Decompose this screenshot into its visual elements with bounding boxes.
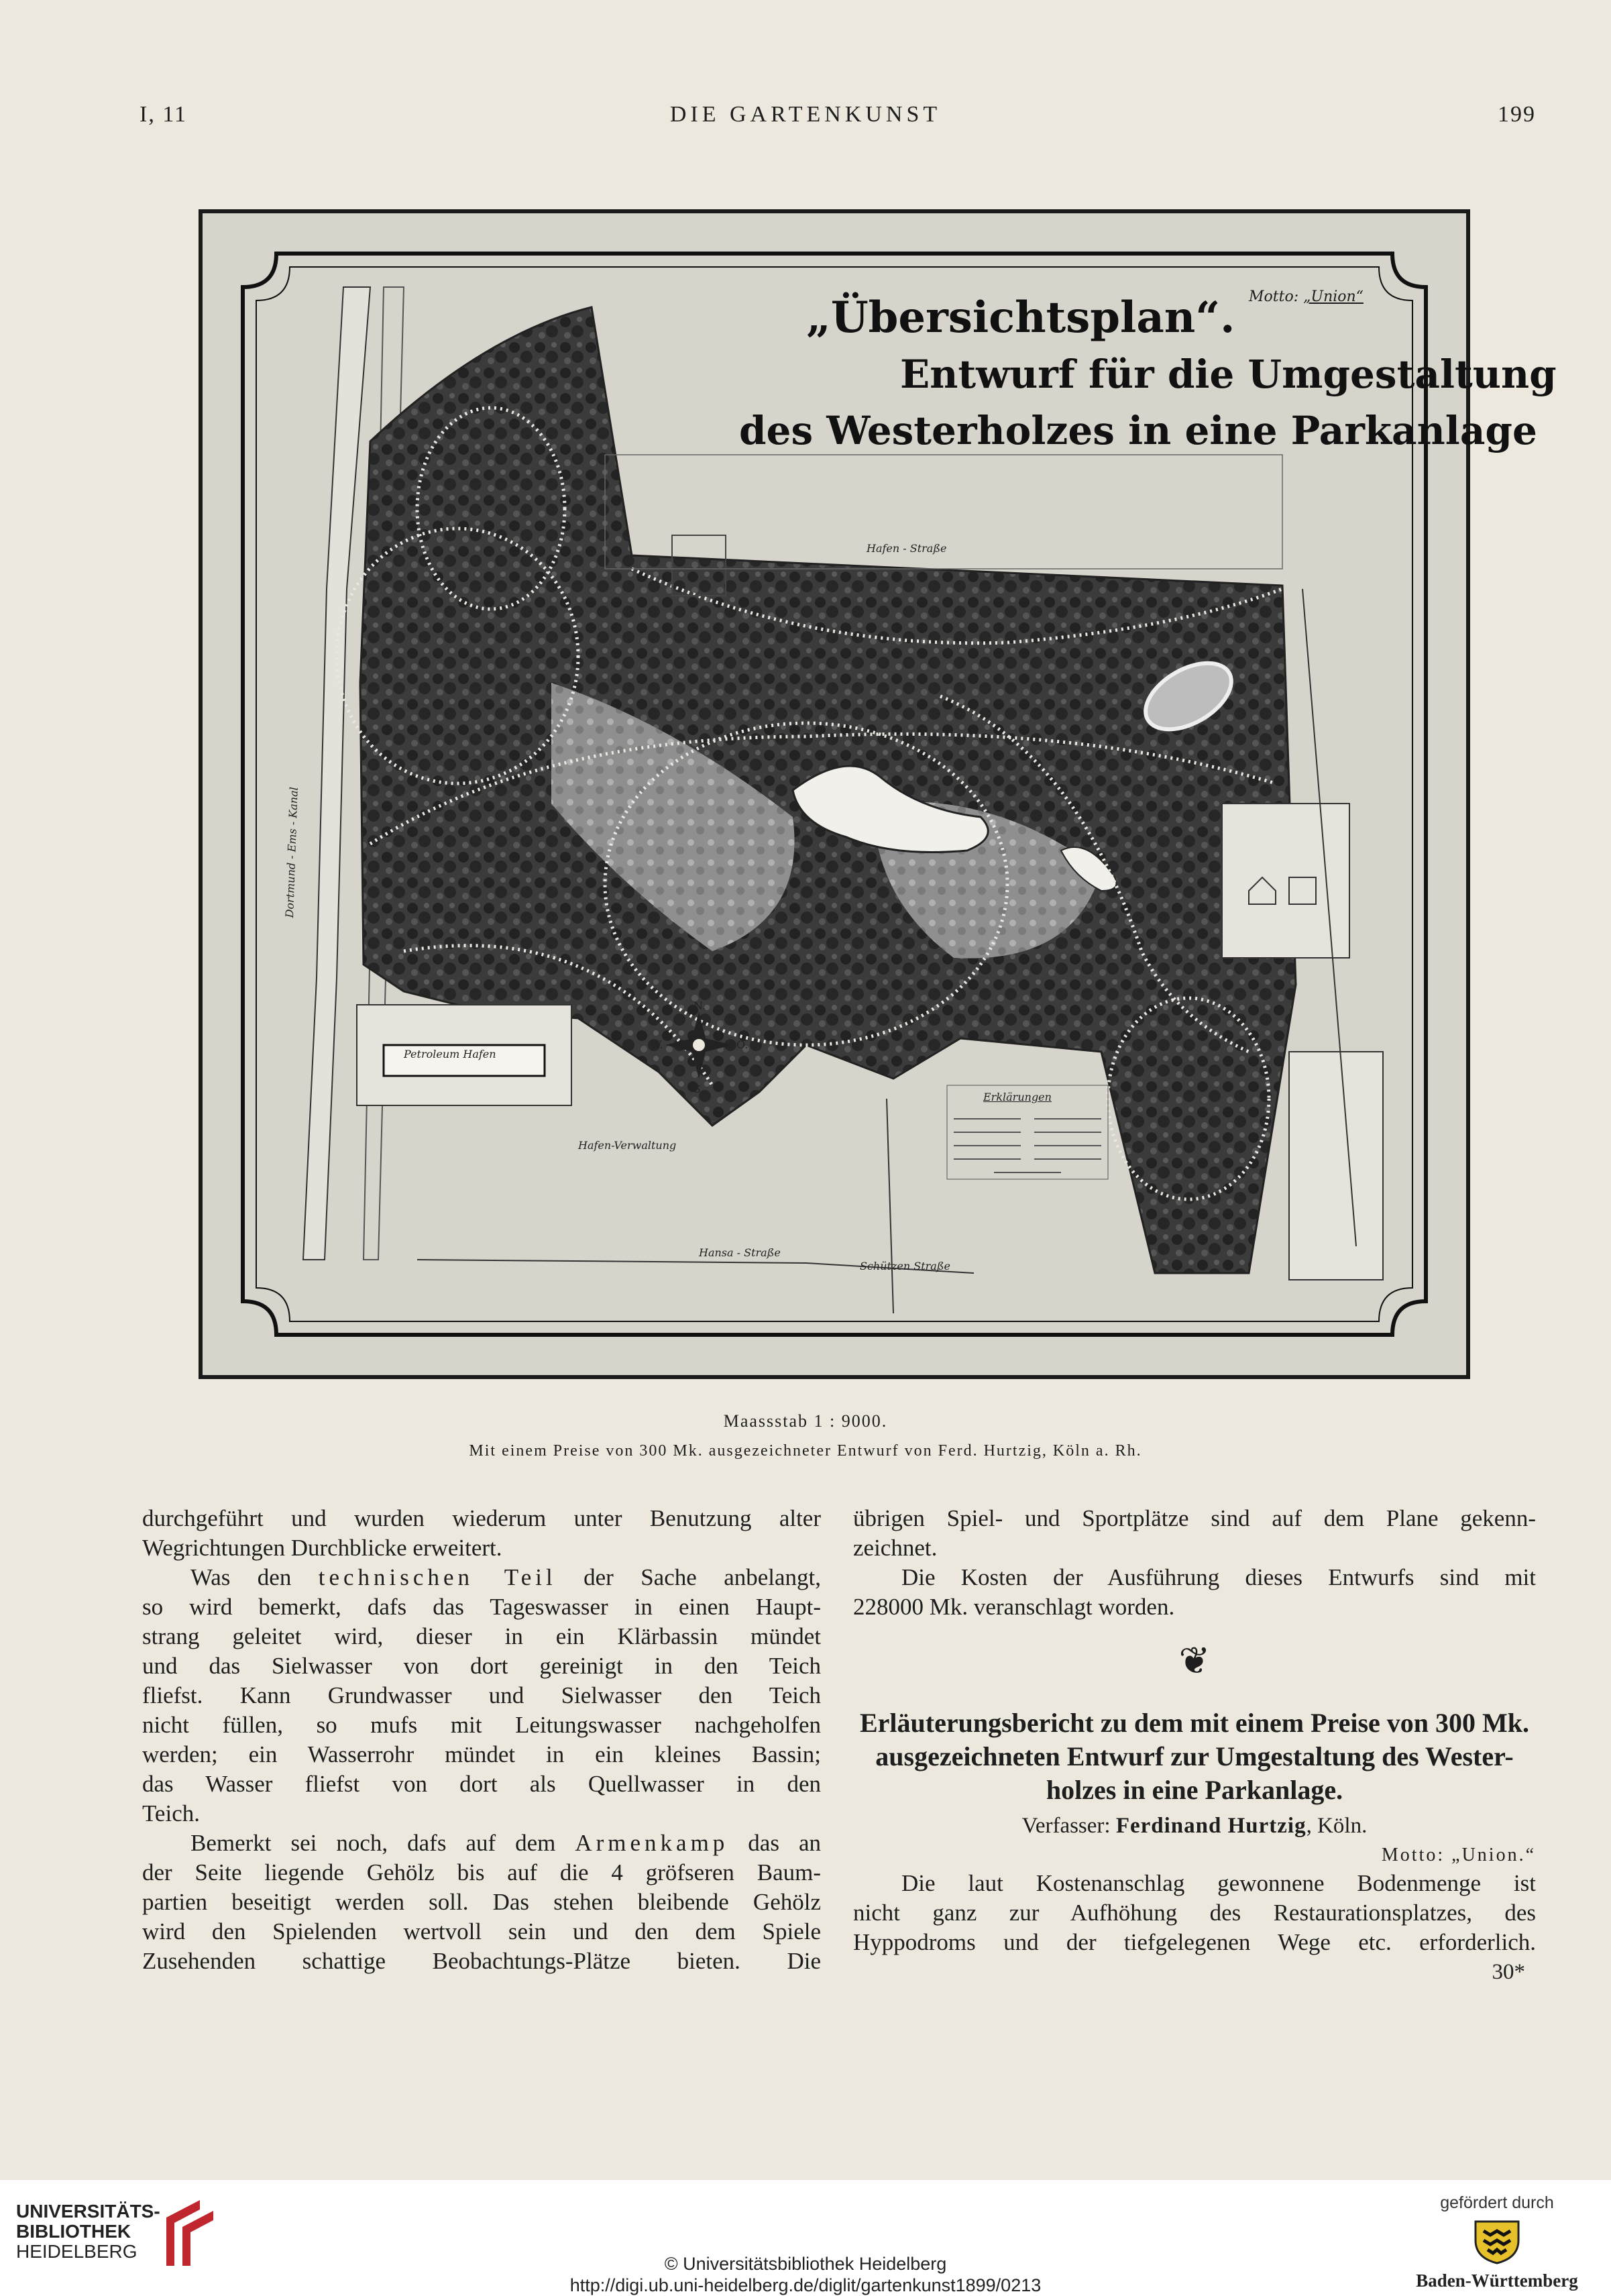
schuetzen-street-label: Schützen Straße (860, 1260, 950, 1272)
legend-lines (954, 1119, 1101, 1172)
text-fragment: das an (728, 1830, 821, 1856)
hansa-street-label: Hansa - Straße (699, 1246, 781, 1259)
copyright-notice: © Universitätsbibliothek Heidelberg (664, 2254, 947, 2274)
text-line: durchgeführt und wurden wiederum unter Benutzung alter (142, 1505, 821, 1531)
text-line: 228000 Mk. veranschlagt worden. (853, 1594, 1175, 1620)
text-fragment: Bemerkt sei noch, dafs auf dem (190, 1830, 575, 1856)
text-line: Wegrichtungen Durchblicke erweitert. (142, 1535, 502, 1561)
street (887, 1099, 893, 1313)
funding-note (1403, 2193, 1591, 2291)
left-text-column (142, 1504, 821, 1976)
canal-label: Dortmund - Ems - Kanal (283, 786, 300, 918)
plan-title-line2: Entwurf für die Umgestaltung (900, 351, 1557, 397)
plan-title-line3: des Westerholzes in eine Parkanlage (739, 408, 1537, 453)
heading-line: Erläuterungsbericht zu dem mit einem Preise von 300 Mk. (859, 1708, 1530, 1738)
spaced-term: technischen Teil (318, 1564, 557, 1590)
state-name: Baden-Württemberg (1416, 2271, 1578, 2291)
report-motto: Motto: „Union.“ (1381, 1845, 1536, 1865)
text-line: Hyppodroms und der tiefgelegenen Wege etc. erforderlich. (853, 1929, 1536, 1955)
text-line: Teich. (142, 1800, 200, 1826)
text-line: strang geleitet wird, dieser in ein Klärbassin mündet (142, 1623, 821, 1649)
building-plot (1289, 1052, 1383, 1280)
park-plan-illustration (199, 209, 1557, 1379)
report-heading (853, 1706, 1536, 1807)
logo-line: BIBLIOTHEK (16, 2221, 131, 2242)
flower-ornament-icon: ❦ (1178, 1641, 1211, 1682)
text-line: das Wasser fliefst von dort als Quellwasser in den (142, 1771, 821, 1797)
compass-north: N. (693, 999, 706, 1012)
report-author (853, 1810, 1536, 1842)
text-fragment: der Sache anbelangt, (556, 1564, 822, 1590)
plan-credit-caption: Mit einem Preise von 300 Mk. ausgezeichneter Entwurf von Ferd. Hurtzig, Köln a. Rh. (469, 1442, 1142, 1460)
text-line: Die Kosten der Ausführung dieses Entwurfs sind mit (901, 1564, 1536, 1590)
text-line: partien beseitigt werden soll. Das stehen bleibende Gehölz (142, 1889, 821, 1915)
logo-line: HEIDELBERG (16, 2241, 137, 2262)
compass-west: W. (651, 1038, 663, 1051)
plan-motto-label: Motto: (1249, 288, 1299, 305)
text-line: so wird bemerkt, dafs das Tageswasser in einen Haupt- (142, 1594, 821, 1620)
compass-east: O. (736, 1038, 748, 1051)
text-line: wird den Spielenden wertvoll sein und den dem Spiele (142, 1918, 821, 1945)
page-number: 199 (1498, 102, 1536, 127)
text-line: Die laut Kostenanschlag gewonnene Bodenmenge ist (901, 1870, 1536, 1896)
compass-south: S. (693, 1083, 704, 1095)
sheet-signature: 30* (1492, 1960, 1525, 1984)
heading-line: holzes in eine Parkanlage. (1046, 1775, 1343, 1805)
volume-number: I, 11 (140, 102, 188, 127)
text-line: fliefst. Kann Grundwasser und Sielwasser den Teich (142, 1682, 821, 1708)
street-label: Hafen - Straße (867, 542, 947, 555)
running-head (0, 102, 1611, 142)
text-line (142, 1828, 821, 1858)
harbour-admin-label: Hafen-Verwaltung (578, 1139, 677, 1152)
text-line: Zusehenden schattige Beobachtungs-Plätze bieten. Die (142, 1948, 821, 1974)
text-line: nicht füllen, so mufs mit Leitungswasser nachgeholfen (142, 1712, 821, 1738)
right-text-column (853, 1504, 1536, 1987)
canal (303, 287, 370, 1260)
text-line: werden; ein Wasserrohr mündet in ein kleines Bassin; (142, 1741, 821, 1767)
plan-title-line1: „Übersichtsplan“. (806, 292, 1235, 343)
legend-title: Erklärungen (983, 1091, 1052, 1103)
state-coat-of-arms-icon (1470, 2218, 1524, 2264)
author-name: Ferdinand Hurtzig (1115, 1814, 1307, 1838)
text-fragment: Was den (190, 1564, 319, 1590)
author-city: , Köln. (1306, 1814, 1368, 1838)
logo-line: UNIVERSITÄTS- (16, 2201, 160, 2222)
text-line (142, 1563, 821, 1592)
text-line: übrigen Spiel- und Sportplätze sind auf dem Plane gekenn- (853, 1505, 1536, 1531)
plan-scale-caption: Maassstab 1 : 9000. (723, 1411, 888, 1431)
text-line: der Seite liegende Gehölz bis auf die 4 gröfseren Baum- (142, 1859, 821, 1885)
plan-motto (1249, 288, 1364, 305)
funded-by-label: gefördert durch (1440, 2193, 1554, 2212)
digitization-footer (0, 2180, 1611, 2295)
author-label: Verfasser: (1021, 1814, 1116, 1838)
petroleum-harbour-label: Petroleum Hafen (404, 1048, 496, 1060)
spaced-term: Armenkamp (575, 1830, 729, 1856)
text-line: zeichnet. (853, 1535, 938, 1561)
heading-line: ausgezeichneten Entwurf zur Umgestaltung des Wester- (875, 1741, 1514, 1771)
plan-motto-value: „Union“ (1303, 288, 1364, 305)
text-line: nicht ganz zur Aufhöhung des Restaurationsplatzes, des (853, 1900, 1536, 1926)
permalink[interactable]: http://digi.ub.uni-heidelberg.de/diglit/gartenkunst1899/0213 (569, 2275, 1042, 2295)
journal-title: DIE GARTENKUNST (669, 102, 942, 127)
text-line: und das Sielwasser von dort gereinigt in den Teich (142, 1653, 821, 1679)
library-logo-text (16, 2201, 160, 2262)
